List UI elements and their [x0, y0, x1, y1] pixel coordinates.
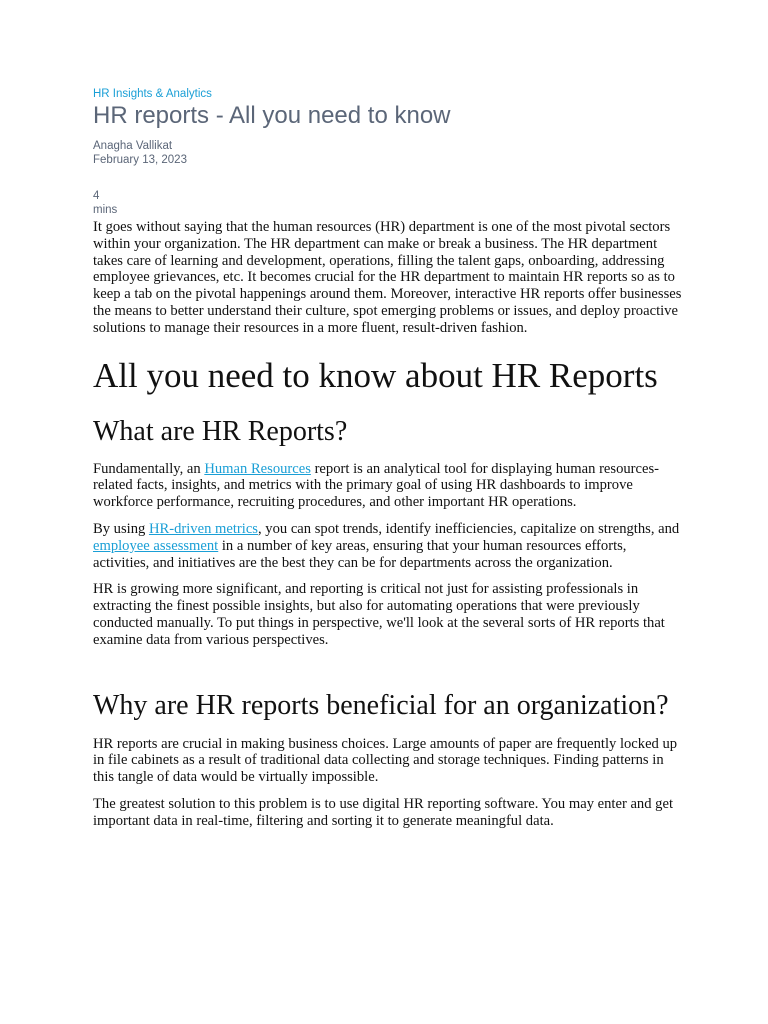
paragraph-significance: HR is growing more significant, and reporting is critical not just for assisting professionals in extracting the finest possible insights, but also for automating operations that were previously conducted manually. To put things in perspective, we'll look at the several sorts of HR reports that examine data from various perspectives. — [93, 581, 665, 648]
article — [93, 87, 683, 840]
paragraph-metrics — [93, 521, 683, 571]
category-link[interactable]: HR Insights & Analytics — [93, 88, 212, 100]
author-name: Anagha Vallikat — [93, 140, 173, 152]
text-segment: By using — [93, 520, 149, 537]
publish-date: February 13, 2023 — [93, 154, 187, 166]
section-heading-why-beneficial: Why are HR reports beneficial for an organization? — [93, 689, 669, 721]
human-resources-link[interactable]: Human Resources — [204, 460, 311, 477]
employee-assessment-link[interactable]: employee assessment — [93, 537, 219, 554]
text-segment: in a number of key areas, ensuring that your human resources efforts, activities, and initiatives are the best they can be for departments across the organization. — [93, 537, 627, 571]
read-time-value: 4 — [93, 190, 100, 202]
intro-paragraph: It goes without saying that the human resources (HR) department is one of the most pivotal sectors within your organization. The HR department can make or break a business. The HR department takes care of learning and development, operations, filling the talent gaps, onboarding, addressing employee grievances, etc. It becomes crucial for the HR department to maintain HR reports so as to keep a tab on the pivotal happenings around them. Moreover, interactive HR reports offer businesses the means to better understand their culture, spot emerging problems or issues, and deploy proactive solutions to manage their resources in a more fluent, result-driven fashion. — [93, 219, 682, 336]
section-heading-what-are-hr-reports: What are HR Reports? — [93, 415, 348, 447]
hr-driven-metrics-link[interactable]: HR-driven metrics — [148, 520, 258, 537]
text-segment: report is an analytical tool for displaying human resources-related facts, insights, and metrics with the primary goal of using HR dashboards to improve workforce performance, recruiting procedures, and other important HR operations. — [93, 460, 660, 511]
paragraph-digital-solution: The greatest solution to this problem is to use digital HR reporting software. You may enter and get important data in real-time, filtering and sorting it to generate meaningful data. — [93, 795, 674, 829]
text-segment: , you can spot trends, identify inefficiencies, capitalize on strengths, and — [257, 520, 680, 537]
paragraph-definition — [93, 461, 683, 511]
post-title: HR reports - All you need to know — [93, 102, 451, 129]
read-time-unit: mins — [93, 204, 118, 216]
paragraph-business-choices: HR reports are crucial in making business choices. Large amounts of paper are frequently locked up in file cabinets as a result of traditional data collecting and storage techniques. Finding patterns in this tangle of data would be virtually impossible. — [93, 735, 678, 786]
text-segment: Fundamentally, an — [93, 460, 205, 477]
main-heading: All you need to know about HR Reports — [93, 355, 658, 395]
